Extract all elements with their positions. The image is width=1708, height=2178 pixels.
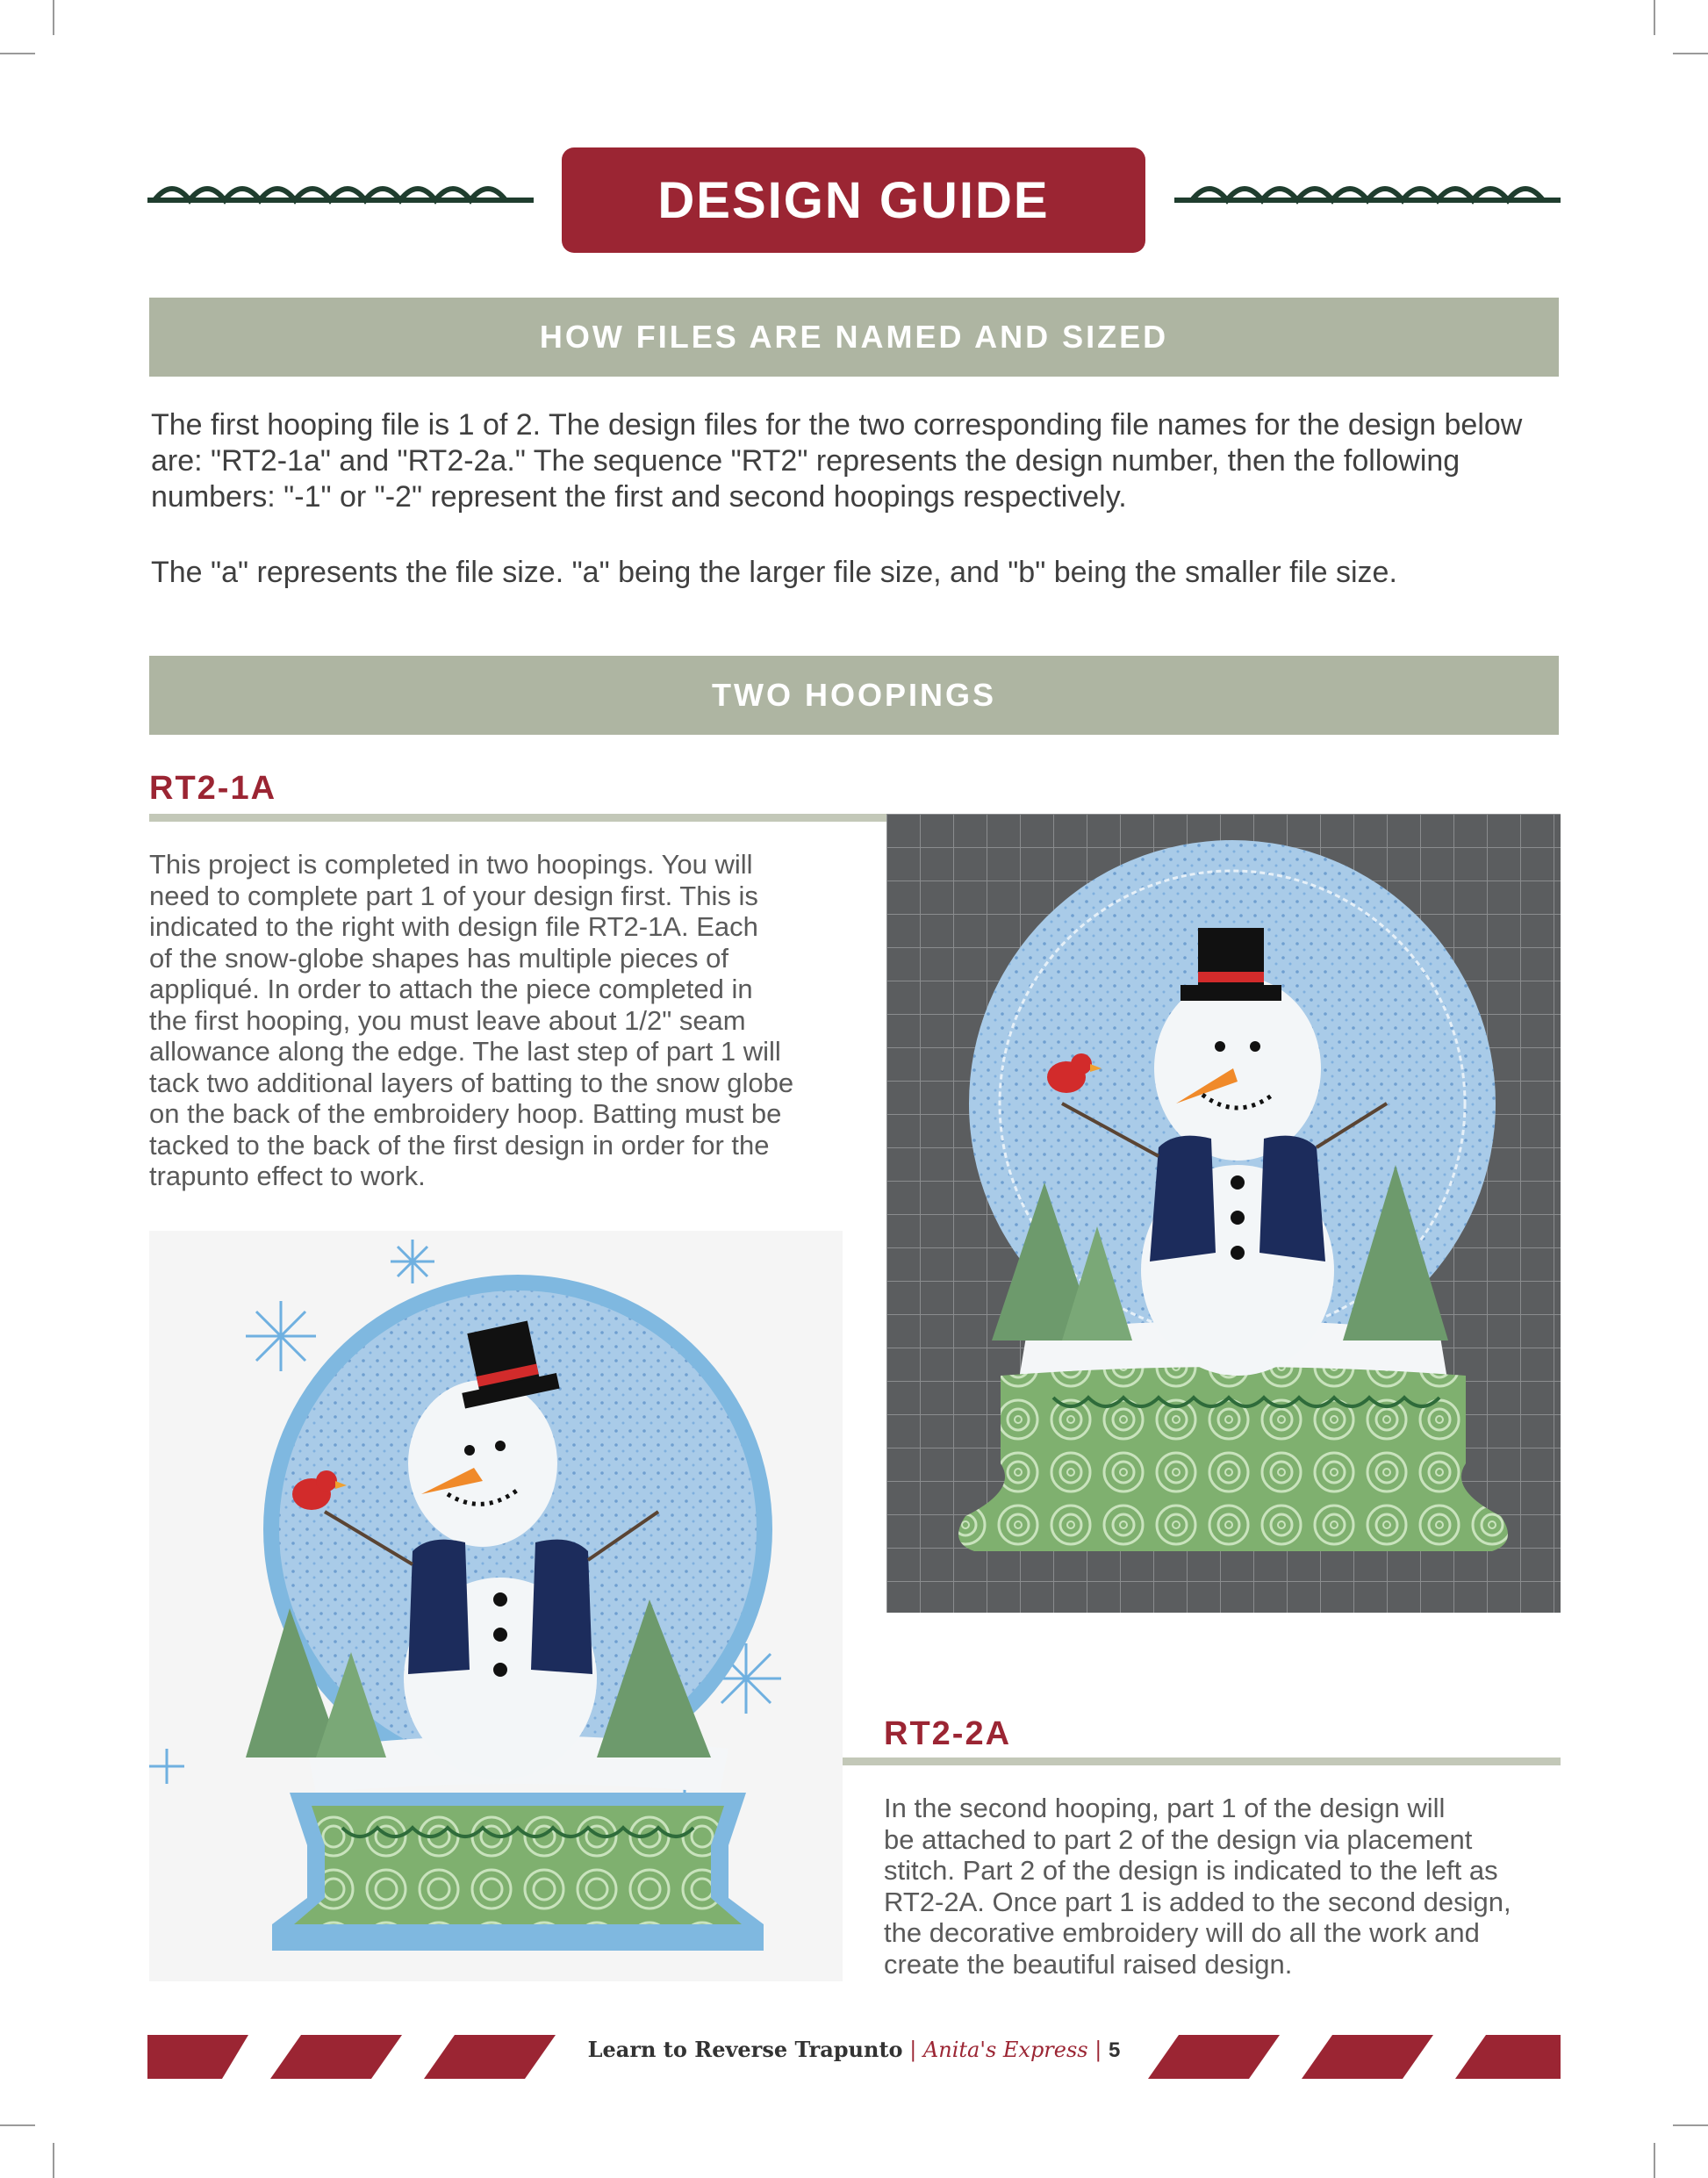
crop-mark bbox=[1673, 53, 1708, 54]
part1-rule bbox=[149, 814, 886, 822]
text-line: appliqué. In order to attach the piece completed in bbox=[149, 974, 753, 1004]
part1-title: RT2-1A bbox=[149, 770, 277, 807]
text-line: the decorative embroidery will do all the work and bbox=[884, 1917, 1480, 1948]
part2-title: RT2-2A bbox=[884, 1715, 1012, 1752]
crop-mark bbox=[1654, 2143, 1655, 2178]
text-line: trapunto effect to work. bbox=[149, 1161, 426, 1191]
text-line: In the second hooping, part 1 of the design will bbox=[884, 1793, 1446, 1823]
text-line: indicated to the right with design file RT2-1A. Each bbox=[149, 911, 758, 942]
text-line: stitch. Part 2 of the design is indicated to the left as bbox=[884, 1855, 1498, 1886]
page-number: 5 bbox=[1108, 2038, 1121, 2062]
files-paragraph-1 bbox=[151, 407, 1573, 515]
files-paragraph-2: The "a" represents the file size. "a" being the larger file size, and "b" being the smaller file size. bbox=[151, 556, 1397, 589]
text-line: create the beautiful raised design. bbox=[884, 1948, 1293, 1980]
footer bbox=[0, 2037, 1708, 2063]
part1-description bbox=[149, 849, 878, 1192]
text-line: The first hooping file is 1 of 2. The design files for the two corresponding file names for the design below bbox=[151, 408, 1523, 442]
crop-mark bbox=[0, 2124, 35, 2126]
text-line: on the back of the embroidery hoop. Batting must be bbox=[149, 1098, 782, 1129]
text-line: are: "RT2-1a" and "RT2-2a." The sequence "RT2" represents the design number, then the following bbox=[151, 444, 1460, 478]
vine-divider-icon bbox=[147, 176, 534, 211]
part2-description bbox=[884, 1793, 1568, 1980]
footer-book-title: Learn to Reverse Trapunto bbox=[587, 2037, 903, 2062]
text-line: tacked to the back of the first design in order for the bbox=[149, 1129, 770, 1161]
footer-separator: | bbox=[909, 2038, 917, 2062]
text-line: be attached to part 2 of the design via placement bbox=[884, 1823, 1473, 1855]
crop-mark bbox=[1673, 2124, 1708, 2126]
crop-mark bbox=[0, 53, 35, 54]
text-line: RT2-2A. Once part 1 is added to the second design, bbox=[884, 1886, 1511, 1917]
crop-mark bbox=[1654, 0, 1655, 35]
text-line: need to complete part 1 of your design first. This is bbox=[149, 880, 758, 911]
text-line: This project is completed in two hoopings. You will bbox=[149, 849, 753, 880]
text-line: numbers: "-1" or "-2" represent the first and second hoopings respectively. bbox=[151, 480, 1127, 514]
section-heading-hoopings: TWO HOOPINGS bbox=[149, 656, 1559, 735]
footer-brand: Anita's Express bbox=[922, 2038, 1088, 2062]
text-line: the first hooping, you must leave about 1/2" seam bbox=[149, 1004, 746, 1036]
section-heading-files: HOW FILES ARE NAMED AND SIZED bbox=[149, 298, 1559, 377]
vine-divider-icon bbox=[1174, 176, 1561, 211]
part2-photo bbox=[149, 1231, 843, 1981]
page-title: DESIGN GUIDE bbox=[562, 147, 1145, 253]
crop-mark bbox=[53, 2143, 54, 2178]
footer-separator: | bbox=[1094, 2038, 1102, 2062]
text-line: of the snow-globe shapes has multiple pieces of bbox=[149, 942, 729, 974]
part1-photo bbox=[886, 814, 1561, 1613]
part2-rule bbox=[843, 1757, 1561, 1765]
text-line: allowance along the edge. The last step of part 1 will bbox=[149, 1036, 781, 1067]
crop-mark bbox=[53, 0, 54, 35]
text-line: tack two additional layers of batting to the snow globe bbox=[149, 1067, 794, 1098]
